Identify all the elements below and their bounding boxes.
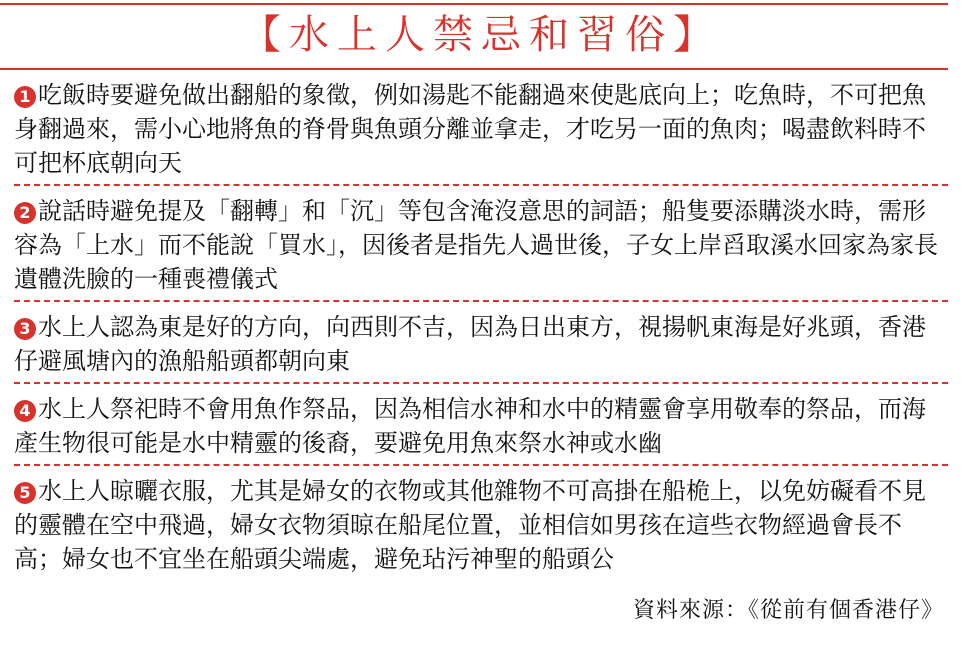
list-item-5 bbox=[14, 474, 948, 576]
title-bracket-right: 】 bbox=[673, 12, 721, 58]
item-text-2: 說話時避免提及「翻轉」和「沉」等包含淹沒意思的詞語；船隻要添購淡水時，需形容為「上水」而不能說「買水」，因後者是指先人過世後，子女上岸舀取溪水回家為家長遺體洗臉的一種喪禮儀式 bbox=[14, 197, 938, 293]
dashed-divider bbox=[14, 382, 948, 384]
list-item-3 bbox=[14, 310, 948, 378]
title-bottom-rule bbox=[0, 68, 948, 70]
item-text-4: 水上人祭祀時不會用魚作祭品，因為相信水神和水中的精靈會享用敬奉的祭品，而海產生物很可能是水中精靈的後裔，要避免用魚來祭水神或水幽 bbox=[14, 395, 926, 457]
dashed-divider bbox=[14, 184, 948, 186]
title-text: 水上人禁忌和習俗 bbox=[289, 12, 673, 58]
number-badge-4: 4 bbox=[14, 400, 36, 422]
list-item-4 bbox=[14, 392, 948, 460]
number-badge-2: 2 bbox=[14, 202, 36, 224]
dashed-divider bbox=[14, 464, 948, 466]
title-bracket-left: 【 bbox=[241, 12, 289, 58]
list-item-1 bbox=[14, 78, 948, 180]
source-credit: 資料來源：《從前有個香港仔》 bbox=[632, 598, 944, 623]
title-top-rule bbox=[0, 3, 948, 5]
page-title bbox=[0, 10, 962, 60]
number-badge-1: 1 bbox=[14, 86, 36, 108]
item-text-1: 吃飯時要避免做出翻船的象徵，例如湯匙不能翻過來使匙底向上；吃魚時，不可把魚身翻過來，需小心地將魚的脊骨與魚頭分離並拿走，才吃另一面的魚肉；喝盡飲料時不可把杯底朝向天 bbox=[14, 81, 926, 177]
number-badge-3: 3 bbox=[14, 318, 36, 340]
item-text-5: 水上人晾曬衣服，尤其是婦女的衣物或其他雜物不可高掛在船桅上，以免妨礙看不見的靈體在空中飛過，婦女衣物須晾在船尾位置，並相信如男孩在這些衣物經過會長不高；婦女也不宜坐在船頭尖端處，避免玷污神聖的船頭公 bbox=[14, 477, 926, 573]
dashed-divider bbox=[14, 300, 948, 302]
list-item-2 bbox=[14, 194, 948, 296]
item-text-3: 水上人認為東是好的方向，向西則不吉，因為日出東方，視揚帆東海是好兆頭，香港仔避風塘內的漁船船頭都朝向東 bbox=[14, 313, 926, 375]
number-badge-5: 5 bbox=[14, 482, 36, 504]
